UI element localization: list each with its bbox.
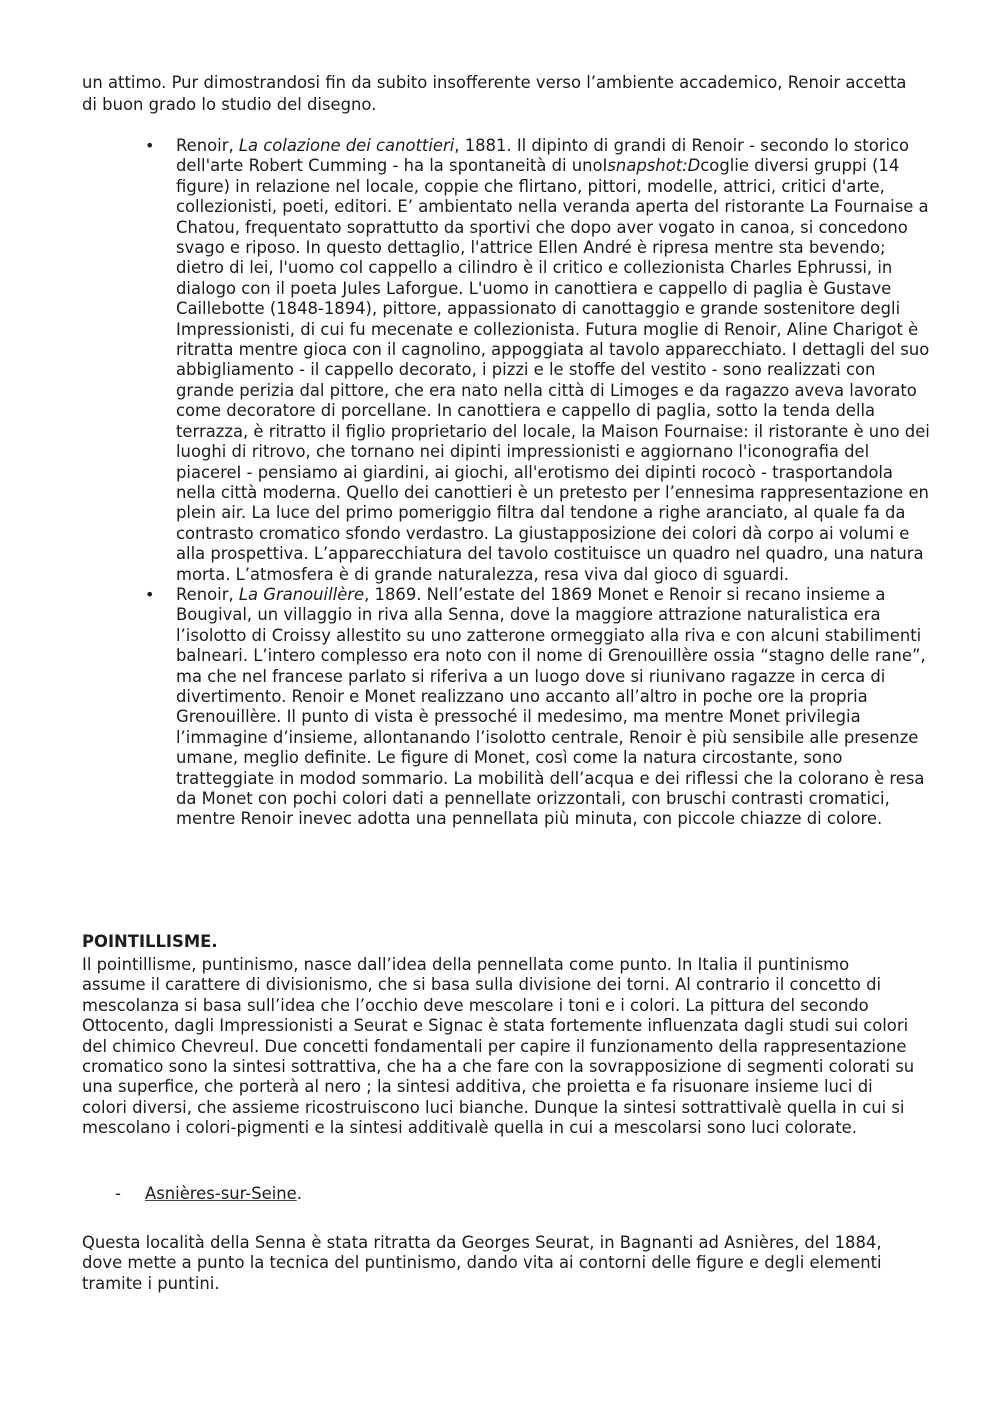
list-item-text: , 1881. Il dipinto di grandi di Renoir - secondo lo storico dell'arte Robert Cumming - ha la spontaneità di unoI [176, 136, 910, 176]
intro-paragraph: un attimo. Pur dimostrandosi fin da subito insofferente verso l’ambiente accademico, Renoir accetta di buon grado lo studio del disegno. [82, 73, 907, 114]
snapshot-term: snapshot:D [607, 156, 701, 176]
list-item-text: , 1869. Nell’estate del 1869 Monet e Renoir si recano insieme a Bougival, un villaggio in riva alla Senna, dove la maggiore attrazione naturalistica era l’isolotto di Croissy allestito su uno zatterone ormeggiato alla riva e con alcuni stabilimenti balneari. L’intero complesso era noto con il nome di Grenouillère ossia “stagno delle rane”, ma che nel francese parlato si riferiva a un luogo dove si riunivano ragazze in cerca di divertimento. Renoir e Monet realizzano uno accanto all’altro in poche ore la propria Grenouillère. Il punto di vista è pressoché il medesimo, ma mentre Monet privilegia l’immagine d’insieme, allontanando l’isolotto centrale, Renoir è più sensibile alle presenze umane, meglio definite. Le figure di Monet, così come la natura circostante, sono tratteggiate in modod sommario. La mobilità dell’acqua e dei riflessi che la colorano è resa da Monet con pochi colori dati a pennellate orizzontali, con bruschi contrasti cromatici, mentre Renoir inevec adotta una pennellata più minuta, con piccole chiazze di colore. [176, 584, 926, 829]
painting-title: La colazione dei canottieri [238, 136, 455, 155]
painting-list [145, 136, 935, 830]
location-link[interactable]: Asnières-sur-Seine [145, 1184, 297, 1203]
painting-title: La Granouillère [238, 584, 365, 604]
bullet-marker: • [145, 584, 155, 604]
section-heading: POINTILLISME. [82, 932, 218, 951]
dash-item-suffix: . [296, 1184, 302, 1203]
list-item [145, 585, 935, 830]
pointillisme-paragraph: Il pointillisme, puntinismo, nasce dall’idea della pennellata come punto. In Italia il puntinismo assume il carattere di divisionismo, che si basa sulla divisione dei torni. Al contrario il concetto di mescolanza si basa sull’idea che l’occhio deve mescolare i toni e i colori. La pittura del secondo Ottocento, dagli Impressionisti a Seurat e Signac è stata fortemente influenzata dagli studi sui colori del chimico Chevreul. Due concetti fondamentali per capire il funzionamento della rappresentazione cromatico sono la sintesi sottrattiva, che ha a che fare con la sovrapposizione di segmenti colorati su una superfice, che porterà al nero ; la sintesi additiva, che proietta e fa risuonare insieme luci di colori diversi, che assieme ricostruiscono luci bianche. Dunque la sintesi sottrattivalè quella in cui si mescolano i colori-pigmenti e la sintesi additivalè quella in cui a mescolarsi sono luci colorate. [82, 955, 915, 1138]
closing-paragraph: Questa località della Senna è stata ritratta da Georges Seurat, in Bagnanti ad Asnières, del 1884, dove mette a punto la tecnica del puntinismo, dando vita ai contorni delle figure e degli elementi tramite i puntini. [82, 1233, 882, 1293]
list-item [145, 136, 935, 585]
list-item-lead: Renoir, [176, 584, 239, 604]
dash-list-item [115, 1184, 302, 1204]
list-item-lead: Renoir, [176, 136, 239, 155]
dash-marker: - [115, 1184, 121, 1203]
bullet-marker: • [145, 136, 155, 155]
list-item-text-cont: coglie diversi gruppi (14 figure) in relazione nel locale, coppie che flirtano, pittori, modelle, attrici, critici d'arte, collezionisti, poeti, editori. E’ ambientato nella veranda aperta del ristorante La Fournaise a Chatou, frequentato soprattutto da sportivi che dopo aver vogato in canoa, si concedono svago e riposo. In questo dettaglio, l'attrice Ellen André è ripresa mentre sta bevendo; dietro di lei, l'uomo col cappello a cilindro è il critico e collezionista Charles Ephrussi, in dialogo con il poeta Jules Laforgue. L'uomo in canottiera e cappello di paglia è Gustave Caillebotte (1848-1894), pittore, appassionato di canottaggio e grande sostenitore degli Impressionisti, di cui fu mecenate e collezionista. Futura moglie di Renoir, Aline Charigot è ritratta mentre gioca con il cagnolino, appoggiata al tavolo apparecchiato. I dettagli del suo abbigliamento - il cappello decorato, i pizzi e le stoffe del vestito - sono realizzati con grande perizia dal pittore, che era nato nella città di Limoges e da ragazzo aveva lavorato come decoratore di porcellane. In canottiera e cappello di paglia, sotto la tenda della terrazza, è ritratto il figlio proprietario del locale, la Maison Fournaise: il ristorante è uno dei luoghi di ritrovo, che tornano nei dipinti impressionisti e aggiornano l'iconografia del piacereI - pensiamo ai giardini, ai giochi, all'erotismo dei dipinti rococò - trasportandola nella città moderna. Quello dei canottieri è un pretesto per l’ennesima rappresentazione en plein air. La luce del primo pomeriggio filtra dal tendone a righe aranciato, al quale fa da contrasto cromatico sfondo verdastro. La giustapposizione dei colori dà corpo ai volumi e alla prospettiva. L’apparecchiatura del tavolo costituisce un quadro nel quadro, una natura morta. L’atmosfera è di grande naturalezza, resa viva dal gioco di sguardi. [176, 156, 930, 584]
